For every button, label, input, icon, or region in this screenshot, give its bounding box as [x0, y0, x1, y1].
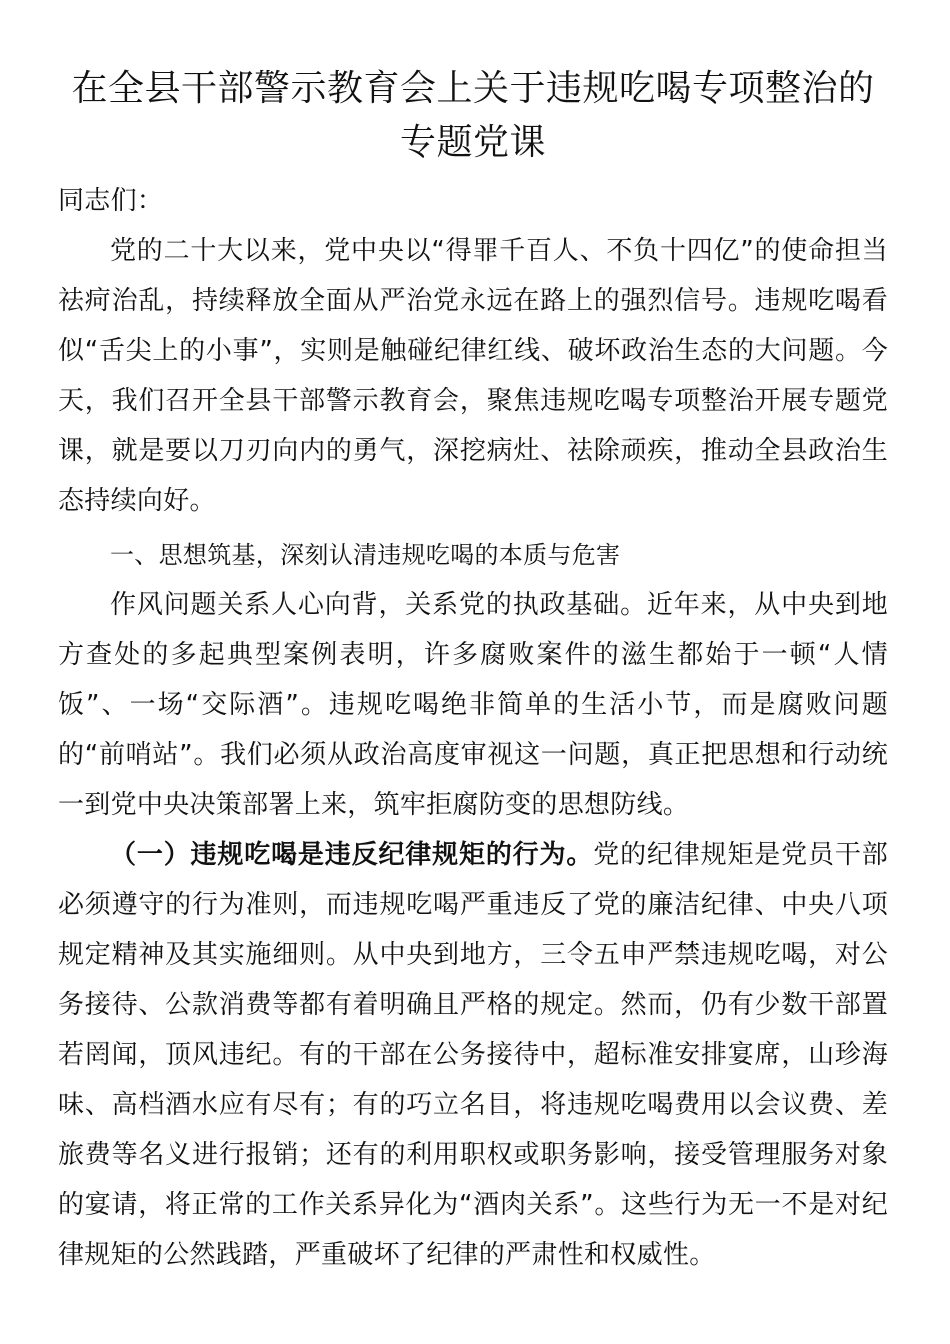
subsection-1-body: 党的纪律规矩是党员干部必须遵守的行为准则，而违规吃喝严重违反了党的廉洁纪律、中央八项规定精神及其实施细则。从中央到地方，三令五申严禁违规吃喝，对公务接待、公款消费等都有着明确且严格的规定。然而，仍有少数干部置若罔闻，顶风违纪。有的干部在公务接待中，超标准安排宴席，山珍海味、高档酒水应有尽有；有的巧立名目，将违规吃喝费用以会议费、差旅费等名义进行报销；还有的利用职权或职务影响，接受管理服务对象的宴请，将正常的工作关系异化为“酒肉关系”。这些行为无一不是对纪律规矩的公然践踏，严重破坏了纪律的严肃性和权威性。 — [58, 840, 888, 1270]
document-title: 在全县干部警示教育会上关于违规吃喝专项整治的专题党课 — [71, 68, 875, 163]
intro-paragraph: 党的二十大以来，党中央以“得罪千百人、不负十四亿”的使命担当祛疴治乱，持续释放全面从严治党永远在路上的强烈信号。违规吃喝看似“舌尖上的小事”，实则是触碰纪律红线、破坏政治生态的大问题。今天，我们召开全县干部警示教育会，聚焦违规吃喝专项整治开展专题党课，就是要以刀刃向内的勇气，深挖病灶、祛除顽疾，推动全县政治生态持续向好。 — [58, 236, 888, 516]
salutation: 同志们： — [58, 186, 164, 216]
section-1-paragraph: 作风问题关系人心向背，关系党的执政基础。近年来，从中央到地方查处的多起典型案例表明，许多腐败案件的滋生都始于一顿“人情饭”、一场“交际酒”。违规吃喝绝非简单的生活小节，而是腐败问题的“前哨站”。我们必须从政治高度审视这一问题，真正把思想和行动统一到党中央决策部署上来，筑牢拒腐防变的思想防线。 — [58, 590, 888, 820]
subsection-1-paragraph — [58, 830, 888, 1280]
subsection-1-lead: （一）违规吃喝是违反纪律规矩的行为。 — [110, 840, 594, 870]
section-heading-1: 一、思想筑基，深刻认清违规吃喝的本质与危害 — [110, 541, 621, 569]
